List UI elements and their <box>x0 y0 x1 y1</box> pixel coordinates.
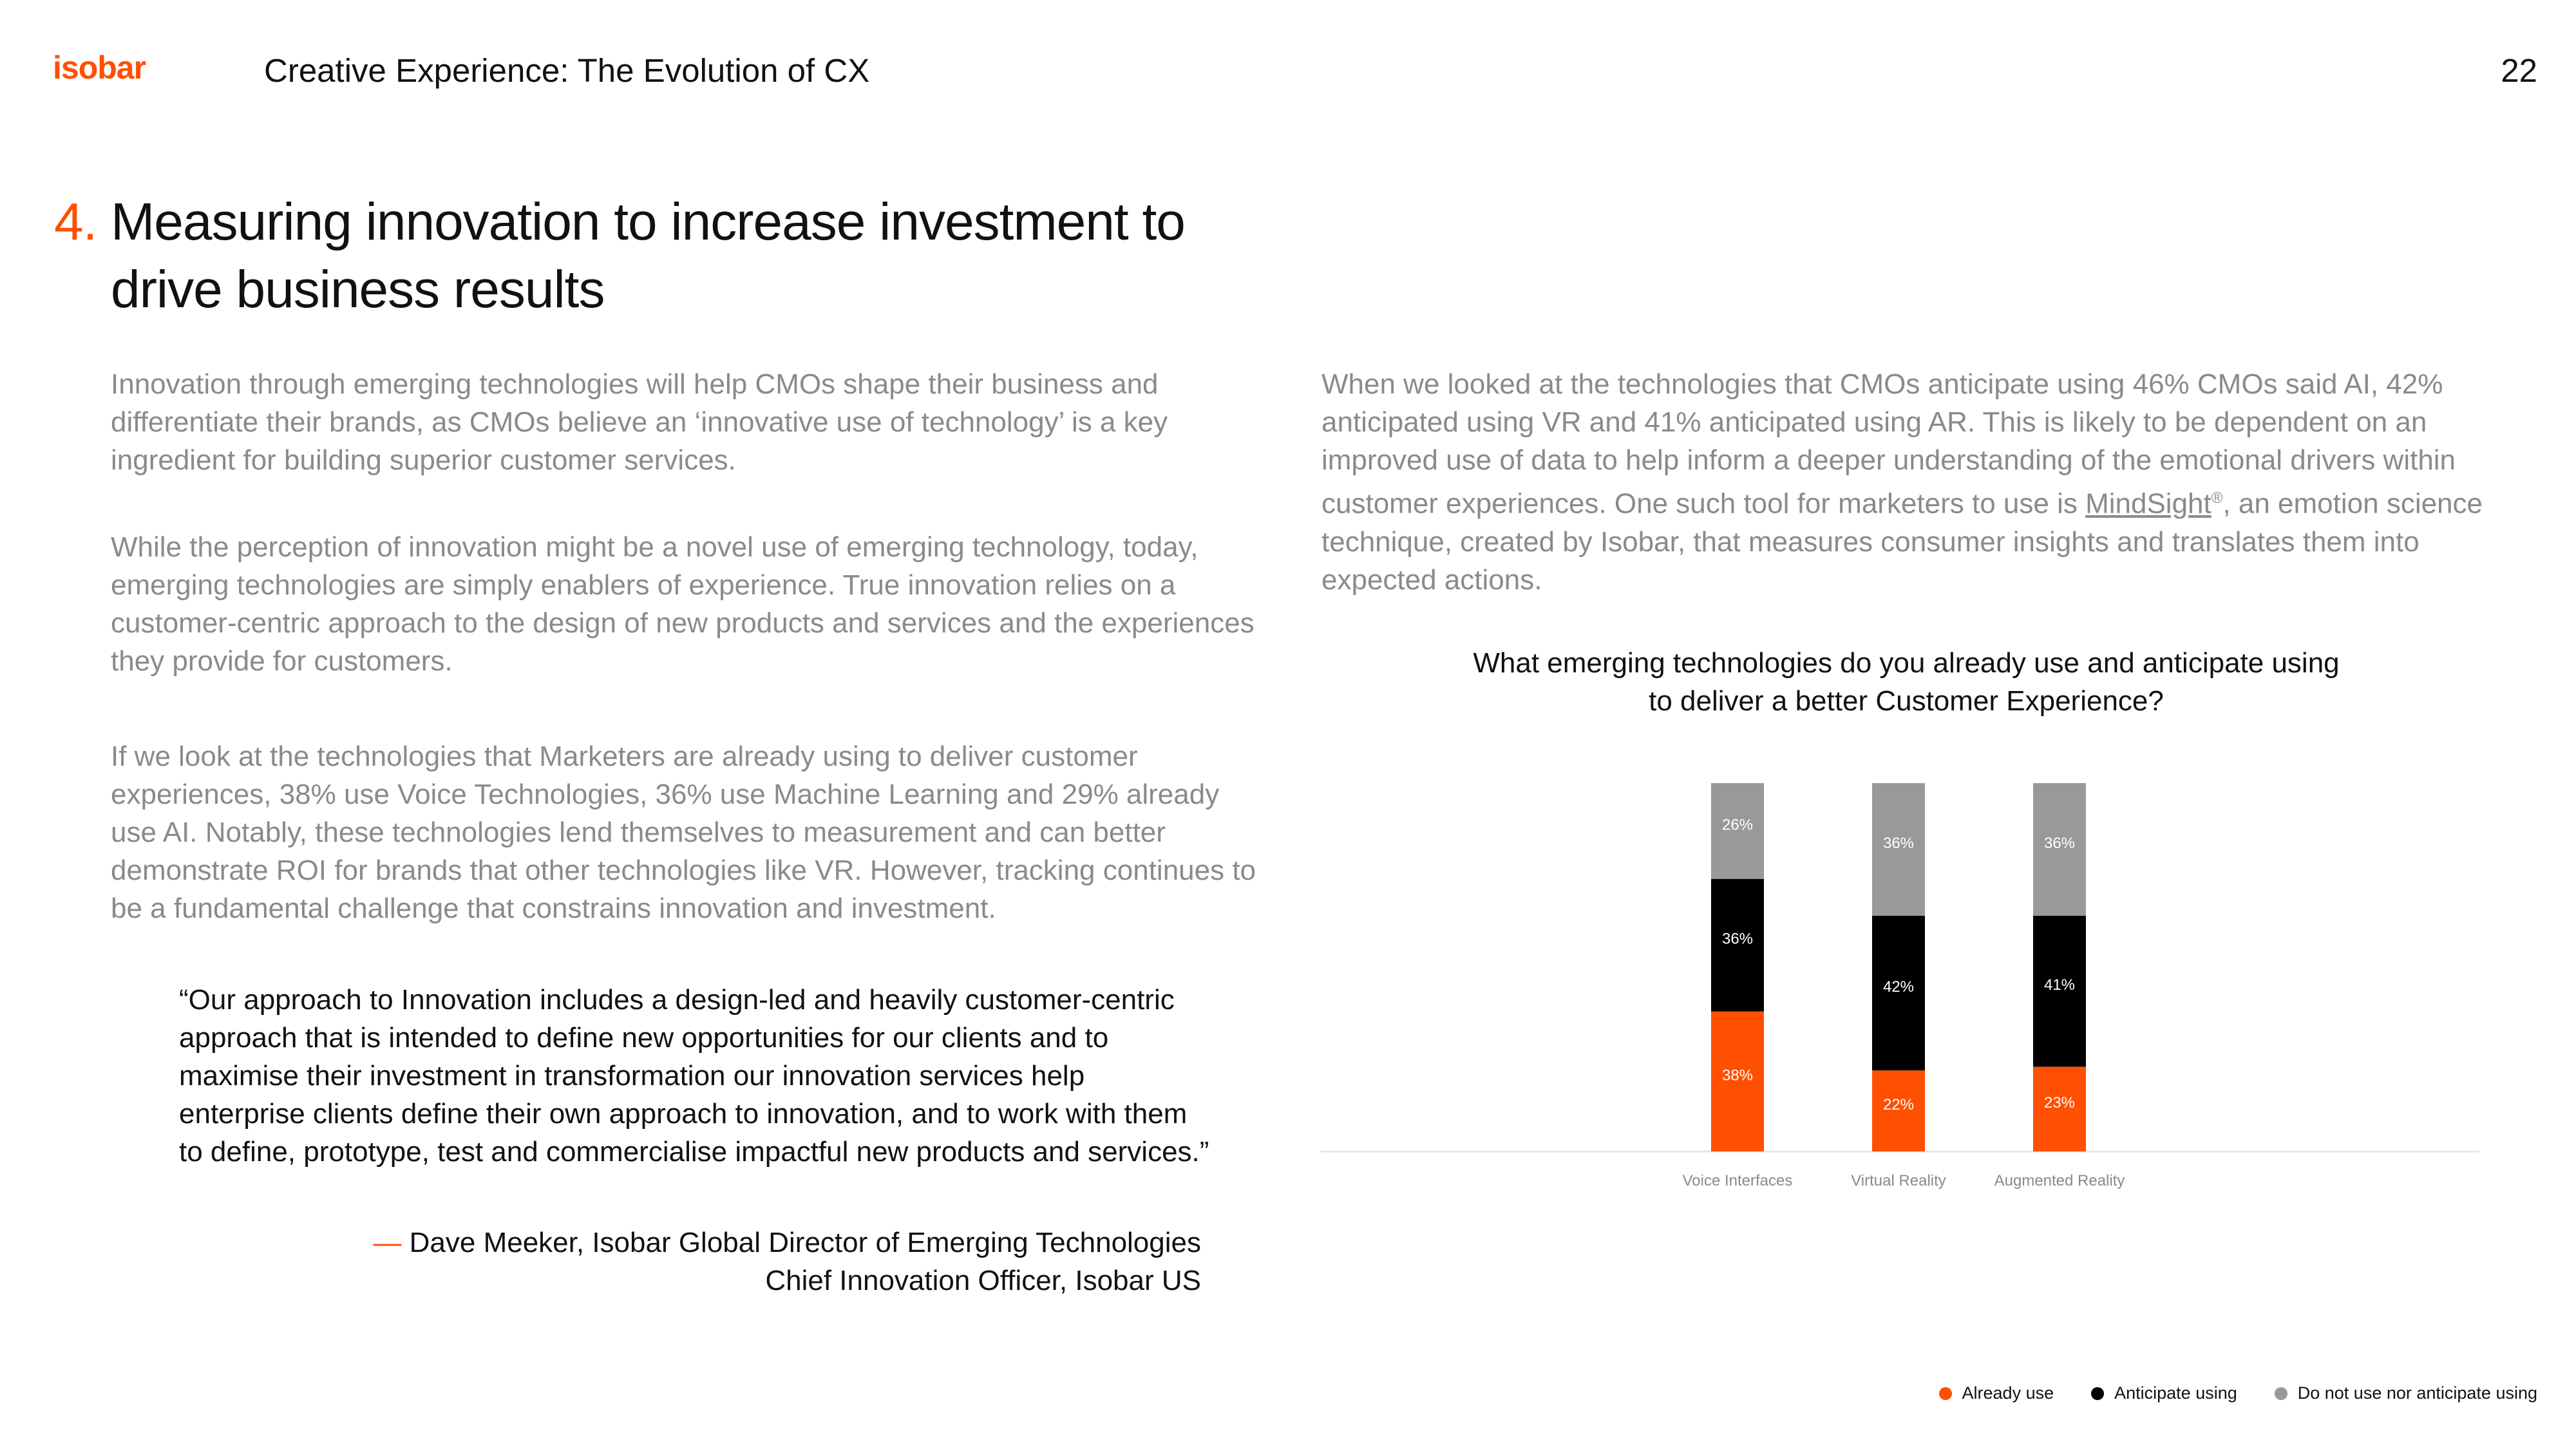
intro-paragraph: Innovation through emerging technologies will help CMOs shape their business and differentiate their brands, as CMOs believe an ‘innovative use of technology’ is a key ingredient for building superior customer services. <box>111 368 1168 476</box>
section-heading <box>54 188 1278 323</box>
legend-dot-icon <box>1939 1387 1952 1400</box>
legend-item <box>1939 1383 2054 1403</box>
attribution-line-2: Chief Innovation Officer, Isobar US <box>765 1265 1201 1296</box>
cmo-paragraph-text: When we looked at the technologies that CMOs anticipate using 46% CMOs said AI, 42% anticipated using VR and 41% anticipated using AR. This is likely to be dependent on an improved use of data to help inform a deeper understanding of the emotional drivers within customer experiences. One such tool for marketers to use is <box>1321 368 2456 520</box>
data-label: 41% <box>2043 976 2076 994</box>
x-tick-label: Virtual Reality <box>1851 1172 1946 1189</box>
cmo-paragraph <box>1321 365 2513 599</box>
registered-mark: ® <box>2211 489 2223 507</box>
pull-quote: “Our approach to Innovation includes a design-led and heavily customer-centric approach that is intended to define new opportunities for our clients and to maximise their investment in transformation our innovation services help enterprise clients define their own approach to innovation, and to work with them to define, prototype, test and commercialise impactful new products and services.” <box>179 984 1209 1168</box>
chart-legend <box>1902 1383 2537 1403</box>
legend-item <box>2091 1383 2237 1403</box>
stacked-bar-chart <box>1320 760 2492 1211</box>
legend-item <box>2275 1383 2537 1403</box>
innovation-paragraph: While the perception of innovation might be a novel use of emerging technology, today, emerging technologies are simply enablers of experience. True innovation relies on a customer-centric approach to the design of new products and services and the experiences they provide for customers. <box>111 531 1255 677</box>
section-number: 4. <box>54 193 97 251</box>
data-label: 23% <box>2043 1094 2076 1112</box>
page-number: 22 <box>2501 52 2537 89</box>
x-tick-label: Augmented Reality <box>1994 1172 2125 1189</box>
attribution-dash: — <box>373 1227 402 1258</box>
data-label: 42% <box>1882 978 1915 996</box>
chart-title: What emerging technologies do you already use and anticipate using to deliver a better Customer Experience? <box>1473 647 2340 717</box>
header-title: Creative Experience: The Evolution of CX <box>264 52 870 89</box>
section-heading-line-1: Measuring innovation to increase investment to <box>111 193 1185 251</box>
x-tick-label: Voice Interfaces <box>1682 1172 1793 1189</box>
legend-label: Anticipate using <box>2114 1383 2237 1403</box>
legend-dot-icon <box>2275 1387 2287 1400</box>
cmo-paragraph-text-end: , an emotion science technique, created by Isobar, that measures consumer insights and translates them into expected actions. <box>1321 488 2483 596</box>
section-heading-line-2: drive business results <box>111 260 605 319</box>
data-label: 36% <box>2043 834 2076 852</box>
attribution-line-1: Dave Meeker, Isobar Global Director of Emerging Technologies <box>409 1227 1201 1258</box>
mindsight-link[interactable]: MindSight <box>2085 488 2211 520</box>
legend-label: Do not use nor anticipate using <box>2297 1383 2537 1403</box>
data-label: 38% <box>1721 1066 1754 1084</box>
marketers-paragraph: If we look at the technologies that Marketers are already using to deliver customer experiences, 38% use Voice Technologies, 36% use Machine Learning and 29% already use AI. Notably, these technologies lend themselves to measurement and can better demonstrate ROI for brands that other technologies like VR. However, tracking continues to be a fundamental challenge that constrains innovation and investment. <box>111 741 1256 924</box>
data-label: 26% <box>1721 816 1754 834</box>
data-label: 36% <box>1721 930 1754 948</box>
legend-dot-icon <box>2091 1387 2104 1400</box>
isobar-logo: isobar <box>53 50 146 86</box>
quote-attribution <box>309 1224 1201 1300</box>
data-label: 22% <box>1882 1096 1915 1114</box>
data-label: 36% <box>1882 834 1915 852</box>
legend-label: Already use <box>1962 1383 2054 1403</box>
